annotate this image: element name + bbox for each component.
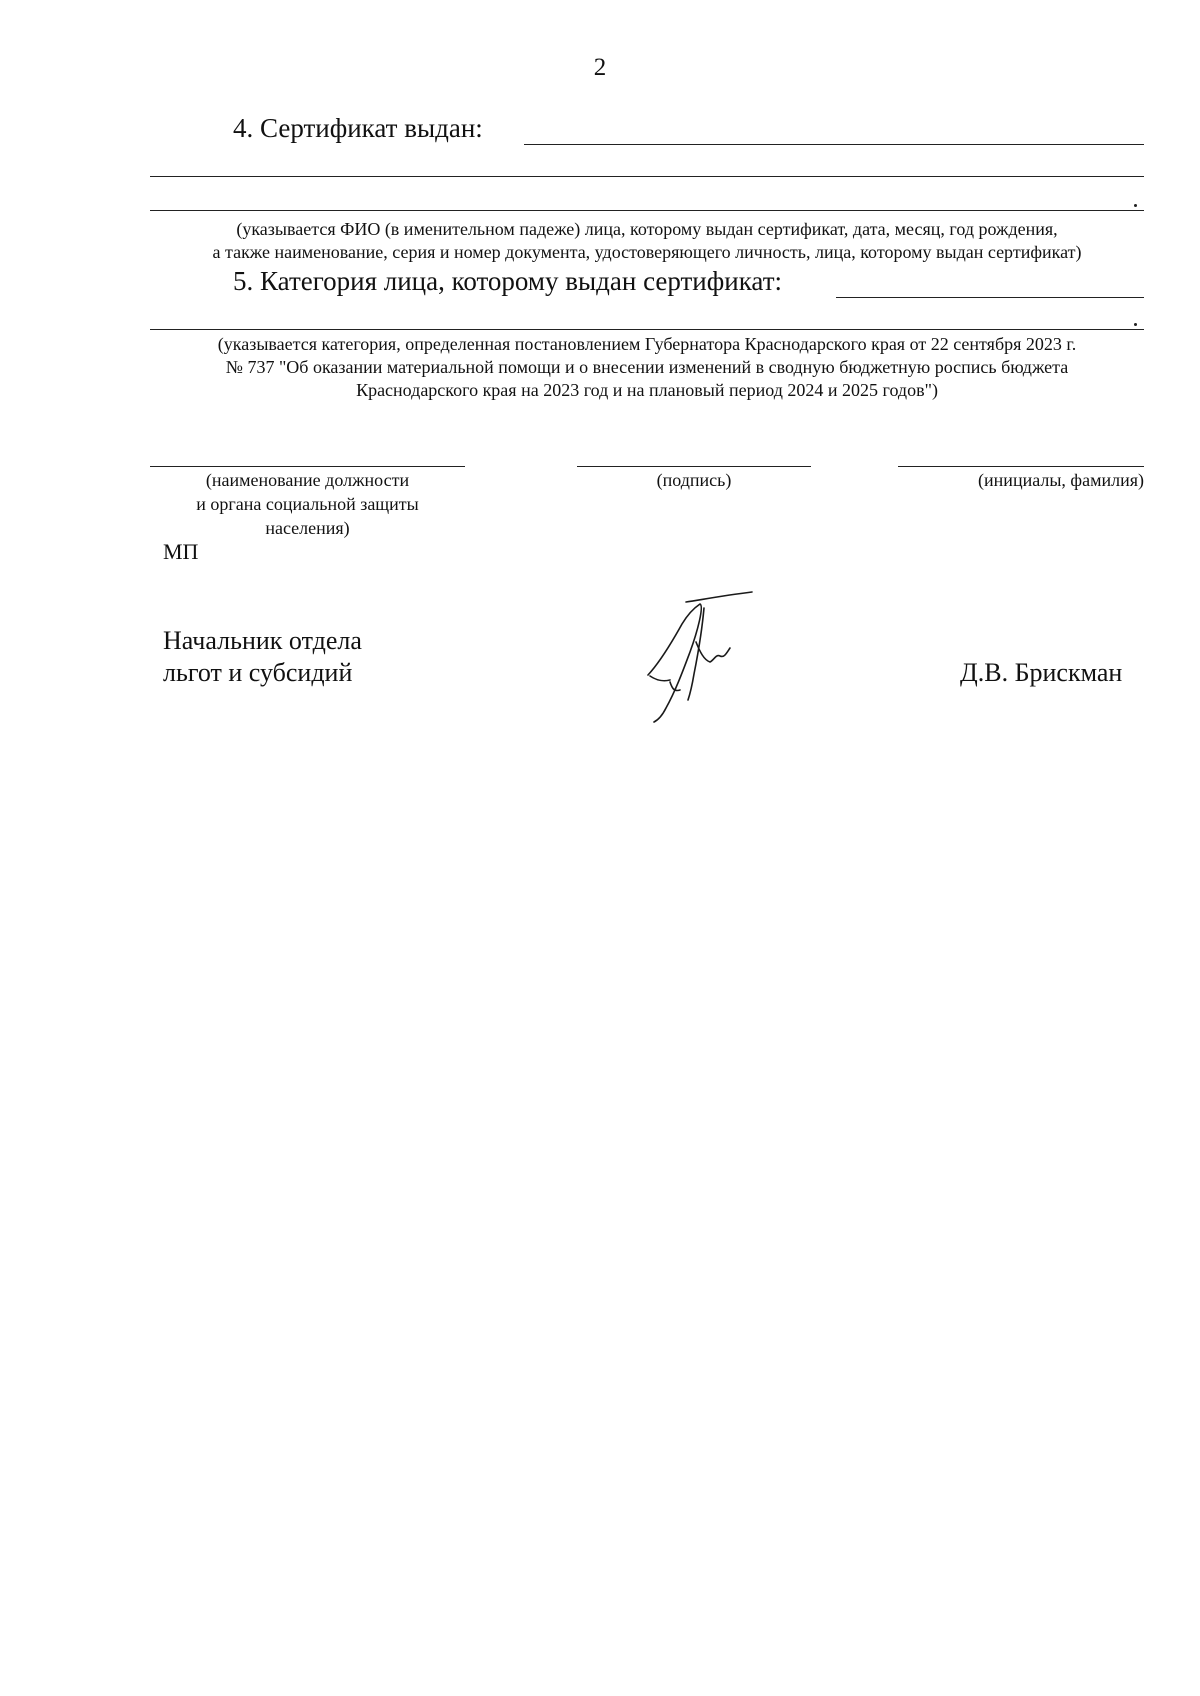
section-4-note-line-1: (указывается ФИО (в именительном падеже) лица, которому выдан сертификат, дата, месяц, год рождения, — [236, 219, 1058, 239]
signatory-title-line-2: льгот и субсидий — [163, 658, 353, 687]
section-5-fill-line-1[interactable] — [836, 297, 1144, 298]
name-line[interactable] — [898, 466, 1144, 467]
end-period-mark — [1134, 204, 1137, 207]
signature-line[interactable] — [577, 466, 811, 467]
page-number: 2 — [593, 54, 607, 81]
signatory-name: Д.В. Брискман — [960, 658, 1123, 687]
end-period-mark — [1134, 323, 1137, 326]
position-caption-line-3: населения) — [265, 518, 350, 538]
section-5-label: 5. Категория лица, которому выдан сертификат: — [233, 266, 782, 296]
section-5-note-line-3: Краснодарского края на 2023 год и на плановый период 2024 и 2025 годов") — [356, 380, 938, 400]
section-4-fill-line-2[interactable] — [150, 176, 1144, 177]
section-5-note-line-2: № 737 "Об оказании материальной помощи и о внесении изменений в сводную бюджетную роспись бюджета — [225, 357, 1069, 377]
section-4-note-line-2: а также наименование, серия и номер документа, удостоверяющего личность, лица, которому выдан сертификат) — [212, 242, 1082, 262]
section-4-fill-line-1[interactable] — [524, 144, 1144, 145]
section-5-fill-line-2[interactable] — [150, 329, 1144, 330]
signatory-title-line-1: Начальник отдела — [163, 626, 362, 655]
name-caption: (инициалы, фамилия) — [978, 470, 1144, 490]
section-5-note-line-1: (указывается категория, определенная постановлением Губернатора Краснодарского края от 22 сентября 2023 г. — [217, 334, 1077, 354]
section-4-fill-line-3[interactable] — [150, 210, 1144, 211]
section-4-label: 4. Сертификат выдан: — [233, 113, 483, 143]
stamp-place-mark: МП — [163, 539, 199, 564]
handwritten-signature — [640, 590, 760, 730]
position-line[interactable] — [150, 466, 465, 467]
signature-caption: (подпись) — [656, 470, 732, 490]
position-caption-line-2: и органа социальной защиты — [196, 494, 419, 514]
position-caption-line-1: (наименование должности — [205, 470, 410, 490]
